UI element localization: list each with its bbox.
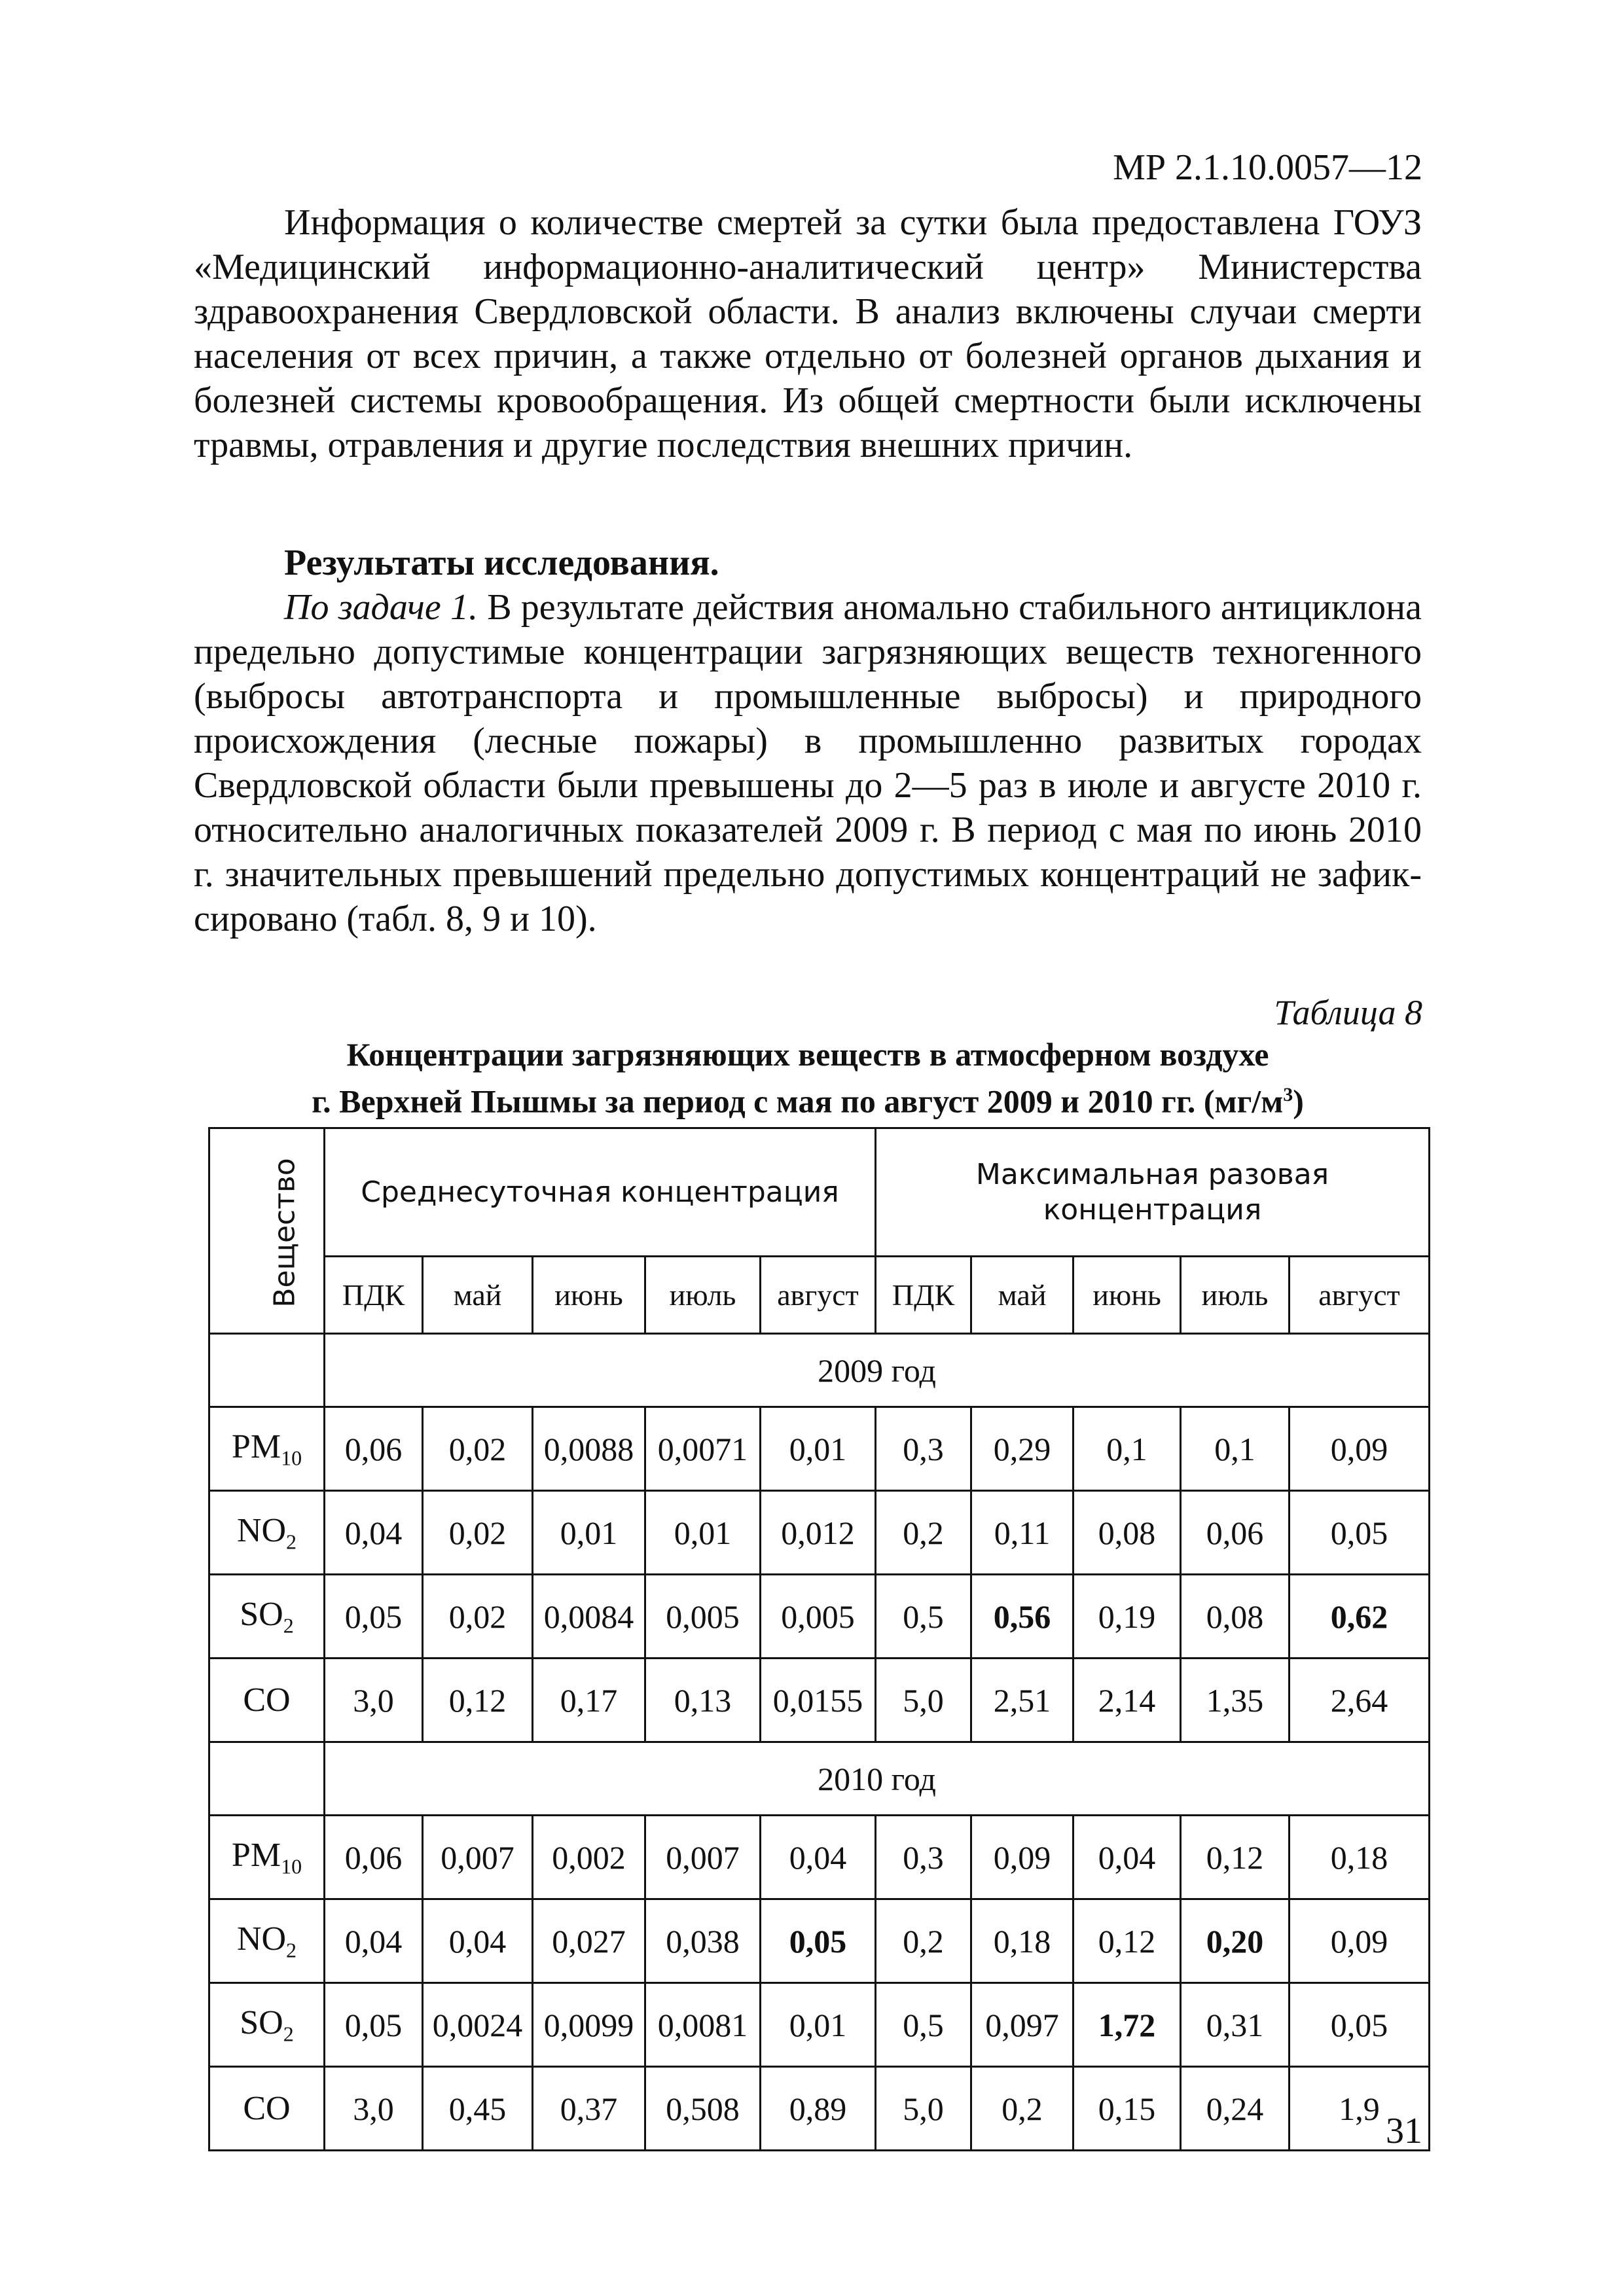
- value-cell: 0,02: [423, 1491, 533, 1575]
- value-cell: 0,002: [533, 1816, 645, 1899]
- substance-subscript: 2: [283, 2022, 294, 2046]
- value-cell: 0,29: [971, 1407, 1074, 1491]
- value-cell: 0,2: [876, 1491, 971, 1575]
- value-cell: 0,20: [1181, 1899, 1290, 1983]
- substance-header-text: Вещество: [268, 1157, 302, 1308]
- year-row: [209, 1334, 1430, 1407]
- column-header: ПДК: [876, 1257, 971, 1334]
- paragraph-text: Информация о количестве смертей за сутки была предоставлена ГОУЗ «Медицинский информационно-аналитический центр» Министерства здравоохранения Свердловской области. В анализ включены случаи смерти населения от всех причин, а также отдельно от болезней органов дыхания и болезней системы кровообращения. Из общей смертности были исключены травмы, отравления и другие последствия внешних причин.: [194, 202, 1422, 465]
- results-paragraph: [194, 585, 1422, 941]
- value-cell: 0,05: [1290, 1491, 1430, 1575]
- value-cell: 0,2: [971, 2067, 1074, 2151]
- value-cell: 0,18: [1290, 1816, 1430, 1899]
- substance-cell: [209, 1407, 325, 1491]
- value-cell: 0,89: [761, 2067, 876, 2151]
- table-row: [209, 1575, 1430, 1659]
- value-cell: 0,3: [876, 1407, 971, 1491]
- average-concentration-header: Среднесуточная концентрация: [325, 1128, 876, 1257]
- value-cell: 5,0: [876, 2067, 971, 2151]
- substance-formula: SO: [240, 1595, 283, 1633]
- value-cell: 0,04: [423, 1899, 533, 1983]
- year-label: 2010 год: [325, 1742, 1430, 1816]
- substance-subscript: 2: [283, 1613, 294, 1638]
- value-cell: 5,0: [876, 1659, 971, 1742]
- value-cell: 0,62: [1290, 1575, 1430, 1659]
- year-label: 2009 год: [325, 1334, 1430, 1407]
- substance-cell: [209, 1575, 325, 1659]
- substance-formula: CO: [243, 2090, 291, 2127]
- substance-formula: SO: [240, 2003, 283, 2041]
- value-cell: 0,038: [645, 1899, 761, 1983]
- table-title: [194, 1034, 1422, 1122]
- value-cell: 0,04: [325, 1899, 423, 1983]
- value-cell: 0,0099: [533, 1983, 645, 2067]
- value-cell: 0,05: [761, 1899, 876, 1983]
- value-cell: 0,24: [1181, 2067, 1290, 2151]
- substance-formula: CO: [243, 1681, 291, 1719]
- table-row: [209, 1659, 1430, 1742]
- value-cell: 0,012: [761, 1491, 876, 1575]
- max-concentration-header: Максимальная разовая концентрация: [876, 1128, 1430, 1257]
- value-cell: 0,04: [761, 1816, 876, 1899]
- column-header: май: [971, 1257, 1074, 1334]
- substance-formula: NO: [236, 1511, 287, 1549]
- value-cell: 0,0084: [533, 1575, 645, 1659]
- value-cell: 0,08: [1181, 1575, 1290, 1659]
- value-cell: 0,02: [423, 1407, 533, 1491]
- value-cell: 0,5: [876, 1983, 971, 2067]
- value-cell: 0,18: [971, 1899, 1074, 1983]
- value-cell: 0,01: [761, 1407, 876, 1491]
- value-cell: 0,05: [1290, 1983, 1430, 2067]
- value-cell: 0,37: [533, 2067, 645, 2151]
- concentration-table: [208, 1127, 1430, 2151]
- value-cell: 0,005: [761, 1575, 876, 1659]
- year-row-blank-cell: [209, 1334, 325, 1407]
- value-cell: 0,12: [423, 1659, 533, 1742]
- subheader-row: [209, 1257, 1430, 1334]
- value-cell: 0,06: [325, 1816, 423, 1899]
- year-row-blank-cell: [209, 1742, 325, 1816]
- column-header: август: [1290, 1257, 1430, 1334]
- value-cell: 0,0088: [533, 1407, 645, 1491]
- value-cell: 0,2: [876, 1899, 971, 1983]
- table-title-line2: [194, 1075, 1422, 1122]
- year-row: [209, 1742, 1430, 1816]
- column-header: май: [423, 1257, 533, 1334]
- value-cell: 0,06: [1181, 1491, 1290, 1575]
- value-cell: 0,0071: [645, 1407, 761, 1491]
- value-cell: 0,12: [1181, 1816, 1290, 1899]
- value-cell: 0,45: [423, 2067, 533, 2151]
- value-cell: 1,9: [1290, 2067, 1430, 2151]
- substance-formula: NO: [236, 1920, 287, 1958]
- value-cell: 0,1: [1074, 1407, 1181, 1491]
- table-title-superscript: 3: [1283, 1084, 1293, 1105]
- value-cell: 0,5: [876, 1575, 971, 1659]
- column-header: июль: [1181, 1257, 1290, 1334]
- value-cell: 0,12: [1074, 1899, 1181, 1983]
- value-cell: 2,14: [1074, 1659, 1181, 1742]
- value-cell: 0,0155: [761, 1659, 876, 1742]
- value-cell: 0,31: [1181, 1983, 1290, 2067]
- table-label: Таблица 8: [1274, 993, 1422, 1032]
- value-cell: 2,64: [1290, 1659, 1430, 1742]
- value-cell: 0,3: [876, 1816, 971, 1899]
- table-title-line1: Концентрации загрязняющих веществ в атмосферном воздухе: [346, 1036, 1269, 1073]
- value-cell: 0,04: [325, 1491, 423, 1575]
- table-row: [209, 1816, 1430, 1899]
- page-number: 31: [1386, 2111, 1422, 2151]
- column-header: июль: [645, 1257, 761, 1334]
- column-header: август: [761, 1257, 876, 1334]
- value-cell: 3,0: [325, 1659, 423, 1742]
- table-row: [209, 1983, 1430, 2067]
- substance-column-header: [209, 1128, 325, 1334]
- value-cell: 1,72: [1074, 1983, 1181, 2067]
- substance-cell: [209, 1983, 325, 2067]
- results-heading: Результаты исследования.: [284, 543, 719, 583]
- table-row: [209, 1491, 1430, 1575]
- table-row: [209, 1407, 1430, 1491]
- value-cell: 0,0081: [645, 1983, 761, 2067]
- table-row: [209, 2067, 1430, 2151]
- value-cell: 0,17: [533, 1659, 645, 1742]
- column-header: июнь: [533, 1257, 645, 1334]
- value-cell: 0,05: [325, 1983, 423, 2067]
- results-section: [194, 541, 1422, 941]
- substance-subscript: 2: [286, 1530, 297, 1554]
- substance-cell: [209, 1816, 325, 1899]
- value-cell: 0,005: [645, 1575, 761, 1659]
- column-header: ПДК: [325, 1257, 423, 1334]
- substance-formula: PM: [231, 1427, 281, 1465]
- value-cell: 0,04: [1074, 1816, 1181, 1899]
- value-cell: 0,09: [1290, 1407, 1430, 1491]
- substance-cell: [209, 1491, 325, 1575]
- results-paragraph-text: В результате действия аномально стабильного антициклона предельно допустимые концентрации загрязняющих веществ техногенного (выбросы автотранспорта и промышленные выбросы) и природного происхождения (лесные пожары) в промышленно развитых городах Свердловской области были превышены до 2—5 раз в июле и августе 2010 г. относительно аналогичных показателей 2009 г. В период с мая по июнь 2010 г. значительных превышений предельно допустимых концентраций не зафиксировано (табл. 8, 9 и 10).: [194, 587, 1422, 939]
- value-cell: 0,1: [1181, 1407, 1290, 1491]
- value-cell: 0,19: [1074, 1575, 1181, 1659]
- value-cell: 0,13: [645, 1659, 761, 1742]
- table-row: [209, 1899, 1430, 1983]
- value-cell: 1,35: [1181, 1659, 1290, 1742]
- value-cell: 0,01: [645, 1491, 761, 1575]
- value-cell: 0,007: [645, 1816, 761, 1899]
- document-code: МР 2.1.10.0057—12: [1113, 147, 1422, 188]
- task-label: По задаче 1.: [284, 587, 478, 628]
- substance-subscript: 2: [286, 1938, 297, 1962]
- value-cell: 2,51: [971, 1659, 1074, 1742]
- intro-paragraph: [194, 200, 1422, 467]
- substance-cell: [209, 2067, 325, 2151]
- substance-cell: [209, 1659, 325, 1742]
- value-cell: 0,01: [761, 1983, 876, 2067]
- value-cell: 0,56: [971, 1575, 1074, 1659]
- value-cell: 0,007: [423, 1816, 533, 1899]
- substance-cell: [209, 1899, 325, 1983]
- value-cell: 0,11: [971, 1491, 1074, 1575]
- value-cell: 0,08: [1074, 1491, 1181, 1575]
- value-cell: 0,0024: [423, 1983, 533, 2067]
- value-cell: 0,09: [971, 1816, 1074, 1899]
- table-title-close: ): [1293, 1083, 1304, 1120]
- value-cell: 0,05: [325, 1575, 423, 1659]
- column-header: июнь: [1074, 1257, 1181, 1334]
- value-cell: 0,027: [533, 1899, 645, 1983]
- value-cell: 0,01: [533, 1491, 645, 1575]
- value-cell: 3,0: [325, 2067, 423, 2151]
- value-cell: 0,09: [1290, 1899, 1430, 1983]
- value-cell: 0,15: [1074, 2067, 1181, 2151]
- substance-formula: PM: [231, 1836, 281, 1874]
- table-title-line2-text: г. Верхней Пышмы за период с мая по август 2009 и 2010 гг. (мг/м: [312, 1083, 1284, 1120]
- value-cell: 0,06: [325, 1407, 423, 1491]
- value-cell: 0,508: [645, 2067, 761, 2151]
- substance-subscript: 10: [281, 1854, 302, 1878]
- value-cell: 0,097: [971, 1983, 1074, 2067]
- substance-subscript: 10: [281, 1446, 302, 1470]
- value-cell: 0,02: [423, 1575, 533, 1659]
